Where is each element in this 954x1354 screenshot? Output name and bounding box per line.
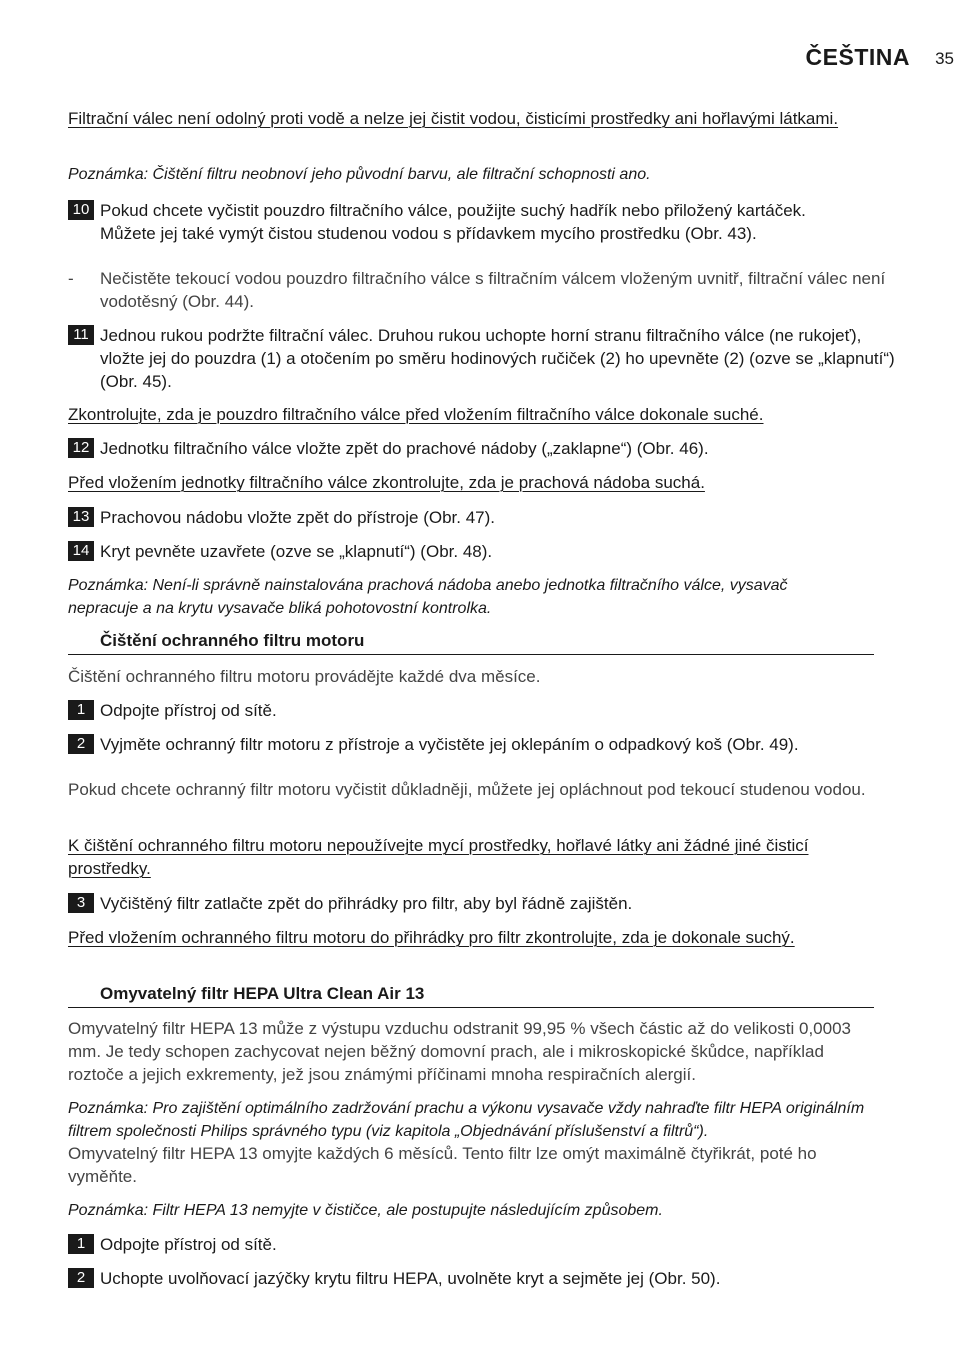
step-13 — [68, 506, 906, 529]
step-12 — [68, 437, 906, 460]
step-number: 1 — [68, 1234, 94, 1254]
step-text: Jednotku filtračního válce vložte zpět do prachové nádoby („zaklapne“) (Obr. 46). — [100, 439, 709, 458]
step-14 — [68, 540, 906, 563]
step-hepa-1 — [68, 1233, 906, 1256]
warning-dust-container-dry: Před vložením jednotky filtračního válce zkontrolujte, zda je prachová nádoba suchá. — [68, 473, 705, 492]
step-text: Vyčištěný filtr zatlačte zpět do přihrádky pro filtr, aby byl řádně zajištěn. — [100, 894, 633, 913]
dash-marker: - — [68, 269, 74, 288]
note-hepa-no-dishwasher: Poznámka: Filtr HEPA 13 nemyjte v čističce, ale postupujte následujícím způsobem. — [68, 1202, 663, 1219]
warning-no-detergents: K čištění ochranného filtru motoru nepoužívejte mycí prostředky, hořlavé látky ani žádné jiné čisticí prostředky. — [68, 836, 809, 878]
substep-text: Nečistěte tekoucí vodou pouzdro filtračního válce s filtračním válcem vloženým uvnitř, filtrační válec není vodotěsný (Obr. 44). — [100, 269, 886, 311]
step-number: 12 — [68, 438, 94, 458]
paragraph-motor-filter-interval: Čištění ochranného filtru motoru provádějte každé dva měsíce. — [68, 667, 541, 686]
step-text: Odpojte přístroj od sítě. — [100, 1235, 277, 1254]
step-text: Kryt pevněte uzavřete (ozve se „klapnutí“) (Obr. 48). — [100, 542, 493, 561]
note-standby-light: Poznámka: Není-li správně nainstalována prachová nádoba anebo jednotka filtračního válce, vysavač nepracuje a na krytu vysavače bliká pohotovostní kontrolka. — [68, 577, 788, 617]
step-number: 1 — [68, 700, 94, 720]
step-motor-2 — [68, 733, 820, 756]
step-number: 10 — [68, 200, 94, 220]
note-hepa-replacement: Poznámka: Pro zajištění optimálního zadržování prachu a výkonu vysavače vždy nahraďte filtr HEPA originálním filtrem společnosti Philips správného typu (viz kapitola „Objednávání příslušenství a filtrů“). — [68, 1100, 865, 1140]
step-text: Uchopte uvolňovací jazýčky krytu filtru HEPA, uvolněte kryt a sejměte jej (Obr. 50). — [100, 1269, 721, 1288]
warning-housing-dry: Zkontrolujte, zda je pouzdro filtračního válce před vložením filtračního válce dokonale suché. — [68, 405, 764, 424]
step-hepa-2 — [68, 1267, 906, 1290]
section-heading-motor-filter: Čištění ochranného filtru motoru — [68, 630, 874, 655]
step-text: Pokud chcete vyčistit pouzdro filtračního válce, použijte suchý hadřík nebo přiložený kartáček. Můžete jej také vymýt čistou studenou vodou s přídavkem mycího prostředku (Obr. 43). — [100, 201, 806, 243]
note-filter-color: Poznámka: Čištění filtru neobnoví jeho původní barvu, ale filtrační schopnosti ano. — [68, 166, 651, 183]
step-text: Odpojte přístroj od sítě. — [100, 701, 277, 720]
step-10 — [68, 199, 840, 245]
paragraph-hepa-description: Omyvatelný filtr HEPA 13 může z výstupu vzduchu odstranit 99,95 % všech částic až do velikosti 0,0003 mm. Je tedy schopen zachycovat nejen běžný domovní prach, ale i mikroskopické škůdce, například roztoče a jejich exkrementy, jež jsou známými příčinami mnoha respiračních alergií. — [68, 1019, 852, 1084]
page-number: 35 — [935, 49, 954, 68]
warning-filter-not-waterproof: Filtrační válec není odolný proti vodě a nelze jej čistit vodou, čisticími prostředky ani hořlavými látkami. — [68, 109, 839, 128]
section-heading-hepa-filter: Omyvatelný filtr HEPA Ultra Clean Air 13 — [68, 983, 874, 1008]
paragraph-hepa-wash-interval: Omyvatelný filtr HEPA 13 omyjte každých 6 měsíců. Tento filtr lze omýt maximálně čtyřikrát, poté ho vyměňte. — [68, 1144, 817, 1186]
step-text: Prachovou nádobu vložte zpět do přístroje (Obr. 47). — [100, 508, 496, 527]
step-number: 14 — [68, 541, 94, 561]
warning-filter-dry: Před vložením ochranného filtru motoru do přihrádky pro filtr zkontrolujte, zda je dokonale suchý. — [68, 928, 795, 947]
language-label: ČEŠTINA — [805, 44, 910, 70]
step-text: Jednou rukou podržte filtrační válec. Druhou rukou uchopte horní stranu filtračního válce (ne rukojeť), vložte jej do pouzdra (1) a otočením po směru hodinových ručiček (2) ho upevněte (2) (ozve se „klapnutí“) (Obr. 45). — [100, 326, 895, 391]
step-text: Vyjměte ochranný filtr motoru z přístroje a vyčistěte jej oklepáním o odpadkový koš (Obr. 49). — [100, 735, 799, 754]
step-number: 2 — [68, 1268, 94, 1288]
page-header — [0, 44, 954, 78]
substep-dash — [68, 267, 906, 313]
paragraph-rinse-filter: Pokud chcete ochranný filtr motoru vyčistit důkladněji, můžete jej opláchnout pod tekoucí studenou vodou. — [68, 780, 866, 799]
step-number: 2 — [68, 734, 94, 754]
step-11 — [68, 324, 906, 393]
step-number: 3 — [68, 893, 94, 913]
step-motor-3 — [68, 892, 906, 915]
step-number: 13 — [68, 507, 94, 527]
step-motor-1 — [68, 699, 906, 722]
step-number: 11 — [68, 325, 94, 345]
